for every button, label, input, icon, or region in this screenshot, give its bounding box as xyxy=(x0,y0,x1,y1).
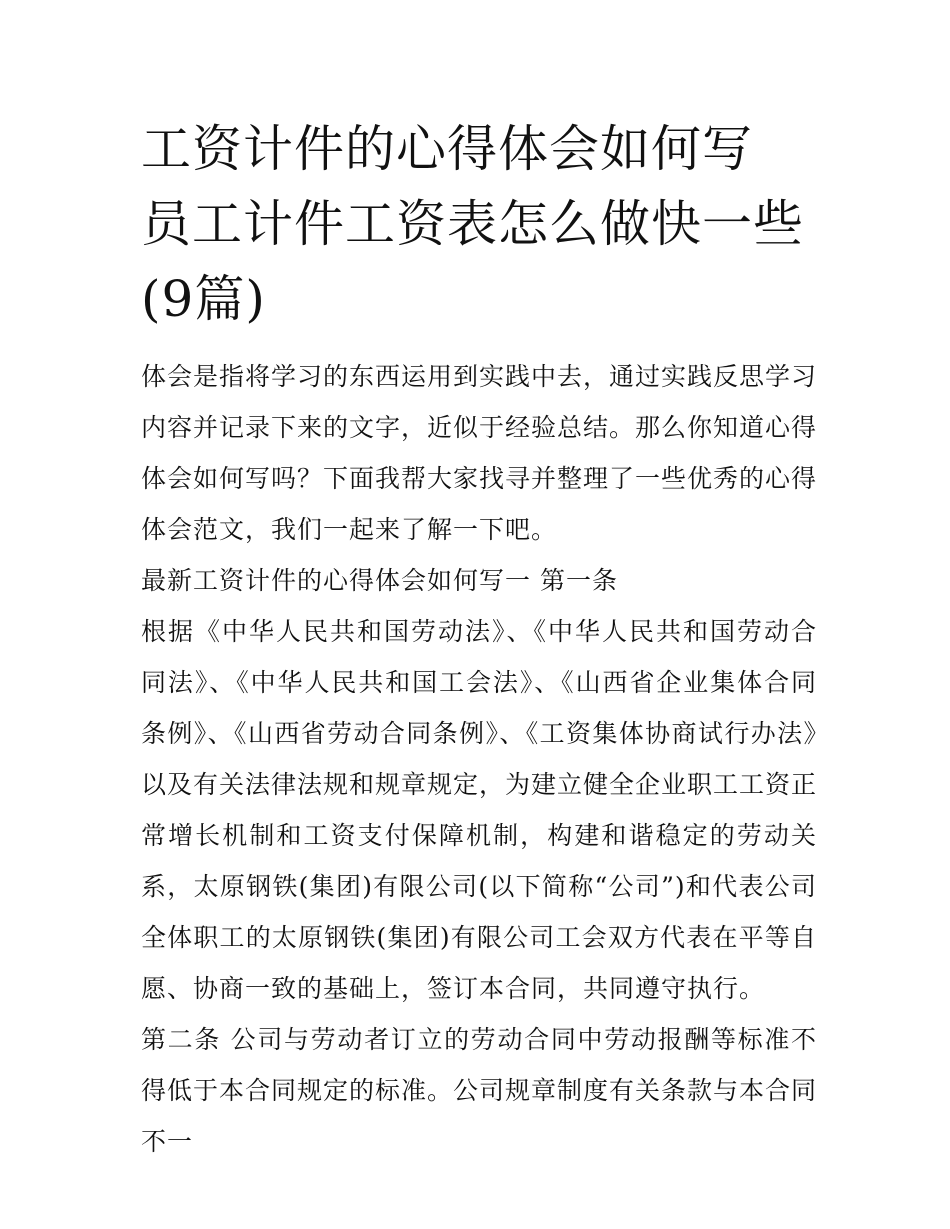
intro-paragraph: 体会是指将学习的东西运用到实践中去，通过实践反思学习内容并记录下来的文字，近似于经验总结。那么你知道心得体会如何写吗？下面我帮大家找寻并整理了一些优秀的心得体会范文，我们一起来了解一下吧。 xyxy=(141,362,818,544)
document-title: 工资计件的心得体会如何写 员工计件工资表怎么做快一些(9篇) xyxy=(141,120,804,328)
article-2-paragraph: 第二条 公司与劳动者订立的劳动合同中劳动报酬等标准不得低于本合同规定的标准。公司规章制度有关条款与本合同不一 xyxy=(141,1025,818,1156)
document-page xyxy=(141,112,817,1167)
article-1-paragraph: 根据《中华人民共和国劳动法》、《中华人民共和国劳动合同法》、《中华人民共和国工会法》、《山西省企业集体合同条例》、《山西省劳动合同条例》、《工资集体协商试行办法》以及有关法律法规和规章规定，为建立健全企业职工工资正常增长机制和工资支付保障机制，构建和谐稳定的劳动关系，太原钢铁(集团)有限公司(以下简称“公司”)和代表公司全体职工的太原钢铁(集团)有限公司工会双方代表在平等自愿、协商一致的基础上，签订本合同，共同遵守执行。 xyxy=(141,617,818,1003)
section-heading: 最新工资计件的心得体会如何写一 第一条 xyxy=(141,566,618,595)
document-body xyxy=(141,351,817,1167)
